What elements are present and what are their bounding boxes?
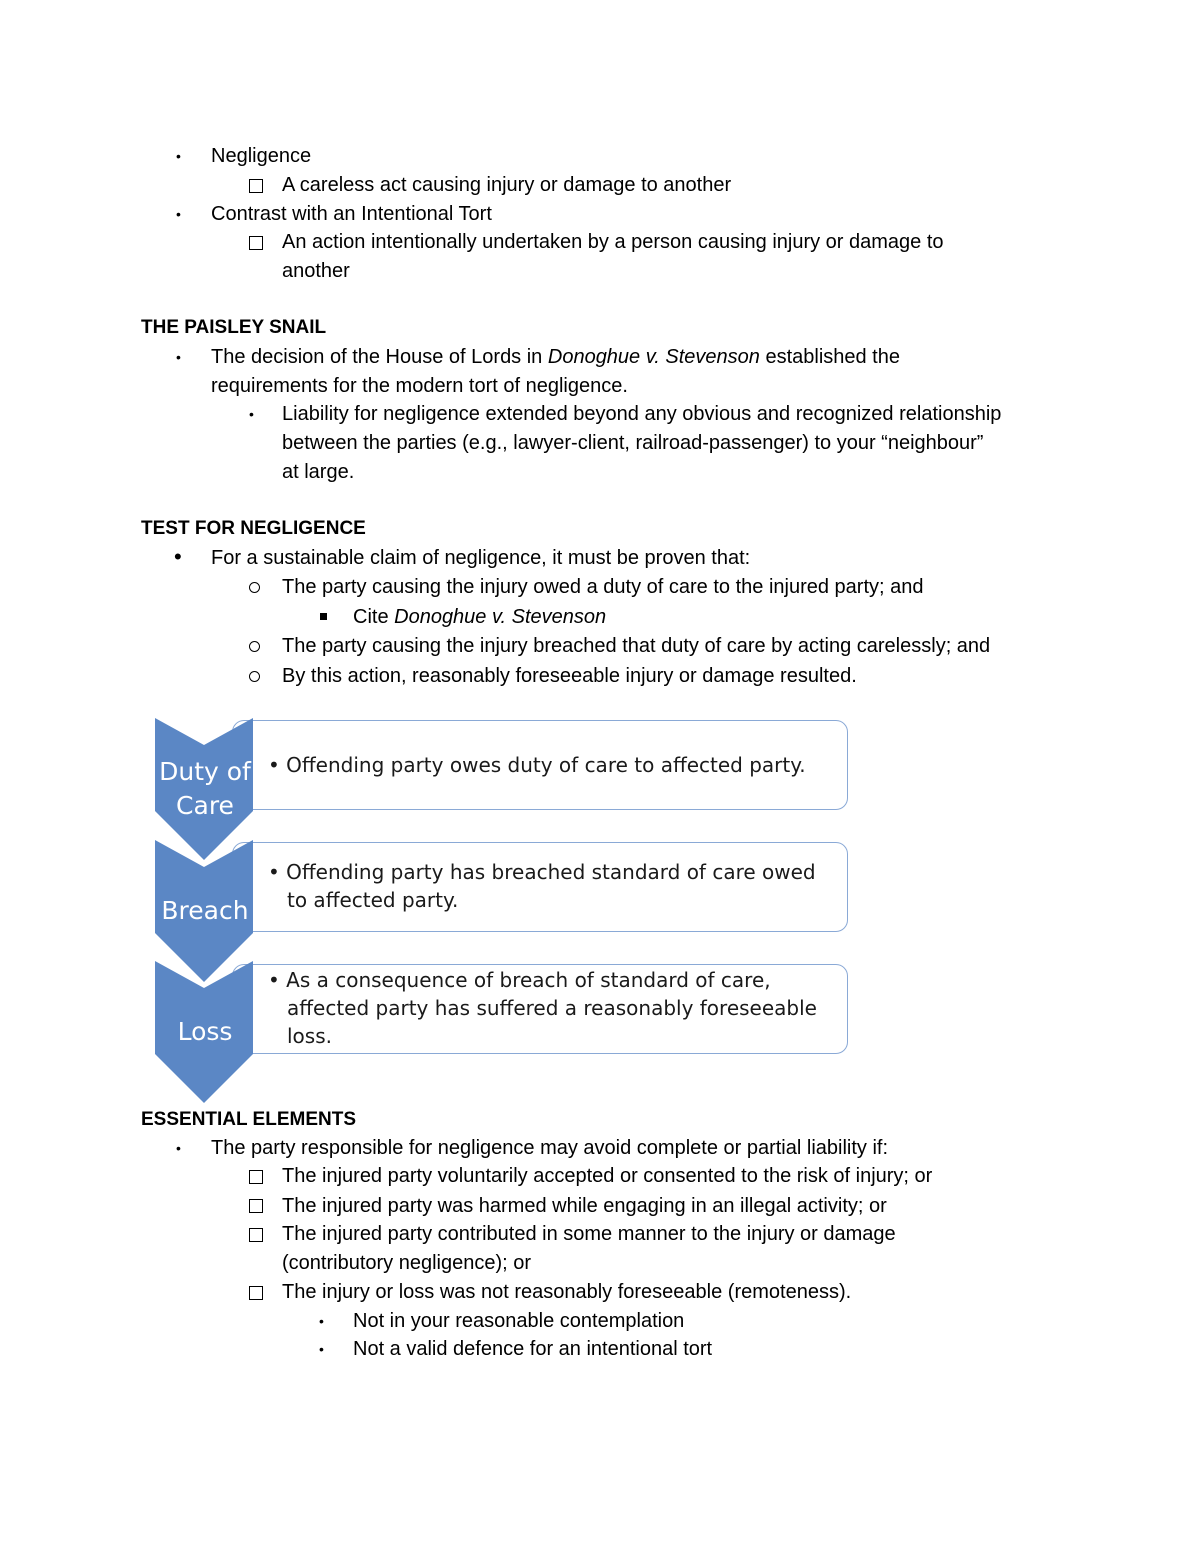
essential-sub-remoteness: The injury or loss was not reasonably foreseeable (remoteness).: [282, 1281, 852, 1303]
list-item-intentional-tort-definition: An action intentionally undertaken by a person causing injury or damage to: [282, 231, 944, 253]
test-sub-duty: The party causing the injury owed a duty of care to the injured party; and: [282, 576, 924, 598]
checkbox-bullet-icon: [249, 1199, 263, 1213]
test-sub-breach: The party causing the injury breached that duty of care by acting carelessly; and: [282, 635, 991, 657]
test-sub-damage: By this action, reasonably foreseeable injury or damage resulted.: [282, 665, 857, 687]
essential-subsub-intentional: Not a valid defence for an intentional tort: [353, 1338, 713, 1360]
essential-bullet: The party responsible for negligence may avoid complete or partial liability if:: [211, 1137, 889, 1159]
bullet-dot: •: [319, 1313, 324, 1329]
bullet-dot: •: [249, 406, 254, 422]
bullet-dot: •: [319, 1341, 324, 1357]
checkbox-bullet-icon: [249, 1170, 263, 1184]
essential-sub-contributory-cont: (contributory negligence); or: [282, 1252, 532, 1274]
paisley-bullet-line2: requirements for the modern tort of negligence.: [211, 375, 628, 397]
test-cite: Cite Donoghue v. Stevenson: [353, 606, 607, 628]
section-heading-paisley-snail: THE PAISLEY SNAIL: [141, 317, 327, 338]
section-heading-essential-elements: ESSENTIAL ELEMENTS: [141, 1109, 357, 1130]
bullet-dot: •: [176, 148, 181, 164]
chevron-label-duty: Duty of Care: [159, 757, 251, 820]
paisley-sub-line2: between the parties (e.g., lawyer-client, railroad-passenger) to your “neighbour”: [282, 432, 984, 454]
case-name: Donoghue v. Stevenson: [547, 346, 760, 368]
bullet-dot: •: [176, 1140, 181, 1156]
list-item-intentional-tort-definition-cont: another: [282, 260, 350, 282]
list-item-negligence: Negligence: [211, 145, 312, 167]
step-text-duty: • Offending party owes duty of care to affected party.: [268, 753, 806, 777]
bullet-dot: •: [176, 349, 181, 365]
essential-sub-contributory: The injured party contributed in some manner to the injury or damage: [282, 1223, 896, 1245]
essential-sub-illegal: The injured party was harmed while engaging in an illegal activity; or: [282, 1195, 887, 1217]
paisley-sub-line1: Liability for negligence extended beyond any obvious and recognized relationship: [282, 403, 1002, 425]
step-text-loss: • As a consequence of breach of standard of care, affected party has suffered a reasonably foreseeable loss.: [268, 968, 817, 1048]
chevron-label-breach: Breach: [161, 896, 249, 925]
test-bullet: For a sustainable claim of negligence, it must be proven that:: [211, 547, 751, 569]
step-text-breach: • Offending party has breached standard of care owed to affected party.: [268, 860, 816, 912]
section-heading-test-for-negligence: TEST FOR NEGLIGENCE: [141, 518, 366, 539]
bullet-dot: •: [174, 544, 182, 569]
essential-sub-consent: The injured party voluntarily accepted or consented to the risk of injury; or: [282, 1165, 933, 1187]
chevron-label-loss: Loss: [177, 1017, 233, 1046]
paisley-bullet-line1: The decision of the House of Lords in Donoghue v. Stevenson established the: [211, 346, 900, 368]
bullet-dot: •: [176, 206, 181, 222]
paisley-sub-line3: at large.: [282, 461, 355, 483]
case-name: Donoghue v. Stevenson: [394, 606, 607, 628]
list-item-intentional-tort: Contrast with an Intentional Tort: [211, 203, 492, 225]
checkbox-bullet-icon: [249, 1286, 263, 1300]
checkbox-bullet-icon: [249, 1228, 263, 1242]
essential-subsub-contemplation: Not in your reasonable contemplation: [353, 1310, 685, 1332]
list-item-negligence-definition: A careless act causing injury or damage to another: [282, 174, 732, 196]
